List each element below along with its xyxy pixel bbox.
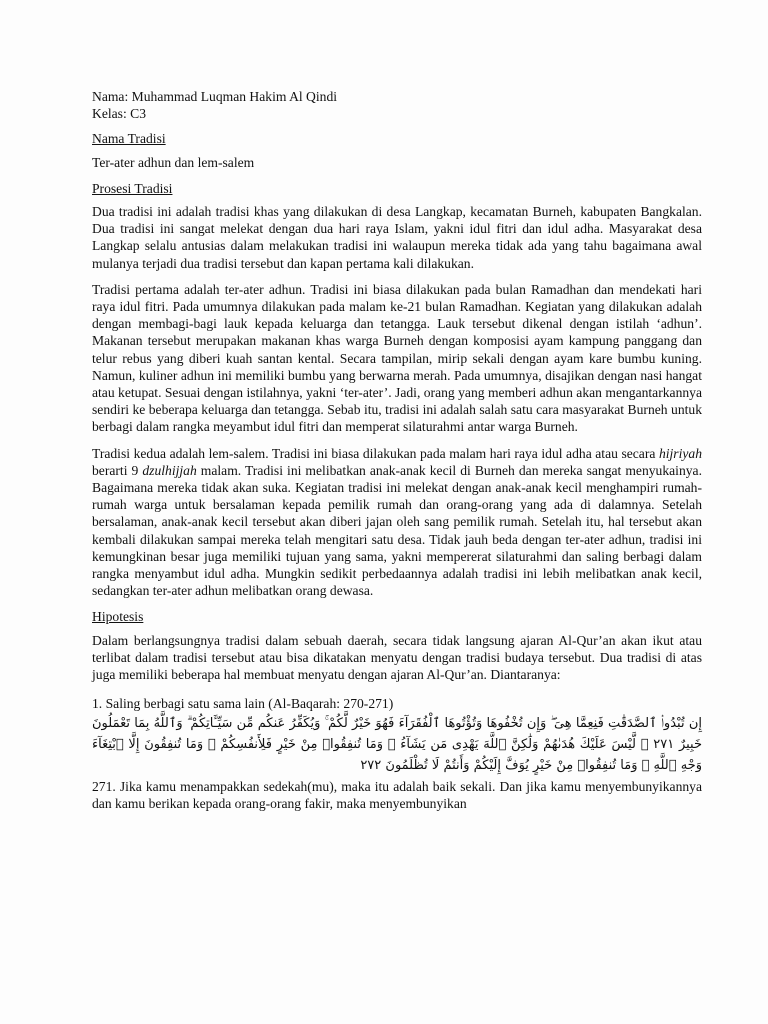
p3-italic-dzulhijjah: dzulhijjah	[142, 462, 197, 478]
p3-text-b: berarti 9	[92, 462, 143, 478]
heading-hipotesis: Hipotesis	[92, 609, 144, 625]
document-body	[92, 88, 702, 821]
p3-text-c: malam. Tradisi ini melibatkan anak-anak kecil di Burneh dan mereka sangat menyukainya. Bagaimana mereka tidak akan suka. Kegiatan tradisi ini melekat dengan anak-anak kecil menghampiri rumah-rumah warga untuk bersalaman kepada pemilik rumah dan orang-orang yang ada di dalamnya. Setelah bersalaman, anak-anak kecil tersebut akan diberi jajan oleh sang pemilik rumah. Setelah itu, hal tersebut akan kembali dilakukan sampai mereka telah mengitari satu desa. Tidak jauh beda dengan ter-ater adhun, tradisi ini kemungkinan besar juga memiliki tujuan yang sama, yakni mempererat silaturahmi dan saling berbagi dalam rangka menyambut idul adha. Mungkin sedikit perbedaannya adalah tradisi ini lebih melibatkan anak kecil, sedangkan ter-ater adhun melibatkan orang dewasa.	[92, 462, 702, 599]
verse-translation: 271. Jika kamu menampakkan sedekah(mu), maka itu adalah baik sekali. Dan jika kamu menyembunyikannya dan kamu berikan kepada orang-orang fakir, maka menyembunyikan	[92, 778, 702, 811]
hipotesis-paragraph: Dalam berlangsungnya tradisi dalam sebuah daerah, secara tidak langsung ajaran Al-Qur’an akan ikut atau terlibat dalam tradisi tersebut atau bisa dikatakan menyatu dengan tradisi budaya tersebut. Dua tradisi di atas juga memiliki beberapa hal membuat menyatu dengan ajaran Al-Qur’an. Diantaranya:	[92, 632, 702, 683]
prosesi-paragraph-1: Dua tradisi ini adalah tradisi khas yang dilakukan di desa Langkap, kecamatan Burneh, kabupaten Bangkalan. Dua tradisi ini sangat melekat dengan dua hari raya Islam, yakni idul fitri dan idul adha. Masyarakat desa Langkap selalu antusias dalam melakukan tradisi ini walaupun mereka tidak ada yang tahu bagaimana awal mulanya terjadi dua tradisi tersebut dan kapan pertama kali dilakukan.	[92, 204, 702, 271]
p3-italic-hijriyah: hijriyah	[658, 445, 702, 461]
prosesi-paragraph-2: Tradisi pertama adalah ter-ater adhun. Tradisi ini biasa dilakukan pada bulan Ramadhan dan mendekati hari raya idul fitri. Pada umumnya dilakukan pada malam ke-21 bulan Ramadhan. Kegiatan yang dilakukan adalah dengan membagi-bagi lauk kepada keluarga dan tetangga. Lauk tersebut dikenal dengan istilah ‘adhun’. Makanan tersebut merupakan makanan khas warga Burneh dengan komposisi ayam kampung panggang dan telur rebus yang diberi kuah santan kental. Secara tampilan, mirip sekali dengan ayam kare bumbu kuning. Namun, kuliner adhun ini memiliki bumbu yang berwarna merah. Pada umumnya, disajikan dengan nasi hangat atau ketupat. Sesuai dengan istilahnya, yakni ‘ter-ater’. Jadi, orang yang memberi adhun akan mengantarkannya sendiri ke beberapa keluarga dan tetangga. Sebab itu, tradisi ini adalah salah satu cara masyarakat Burneh untuk berbagi dalam rangka meyambut idul fitri dan memperat silaturahmi antar warga Burneh.	[92, 281, 702, 435]
prosesi-paragraph-3	[92, 445, 702, 600]
arabic-verse: إِن تُبْدُوا۟ ٱلصَّدَقَٰتِ فَنِعِمَّا هِىَ ۖ وَإِن تُخْفُوهَا وَتُؤْتُوهَا ٱلْفُقَرَآءَ فَهُوَ خَيْرٌ لَّكُمْ ۚ وَيُكَفِّرُ عَنكُم مِّن سَيِّـَٔاتِكُمْ ۗ وَٱللَّهُ بِمَا تَعْمَلُونَ خَبِيرٌ ٢٧١ ۞ لَّيْسَ عَلَيْكَ هُدَىٰهُمْ وَلَٰكِنَّ ٱللَّهَ يَهْدِى مَن يَشَآءُ ۗ وَمَا تُنفِقُوا۟ مِنْ خَيْرٍ فَلِأَنفُسِكُمْ ۚ وَمَا تُنفِقُونَ إِلَّا ٱبْتِغَآءَ وَجْهِ ٱللَّهِ ۚ وَمَا تُنفِقُوا۟ مِنْ خَيْرٍ يُوَفَّ إِلَيْكُمْ وَأَنتُمْ لَا تُظْلَمُونَ ٢٧٢	[92, 715, 703, 773]
tradition-name: Ter-ater adhun dan lem-salem	[92, 154, 255, 170]
heading-nama-tradisi: Nama Tradisi	[92, 131, 166, 147]
p3-text-a: Tradisi kedua adalah lem-salem. Tradisi ini biasa dilakukan pada malam hari raya idul adha atau secara	[92, 445, 659, 461]
heading-prosesi-tradisi: Prosesi Tradisi	[92, 180, 173, 196]
student-class: Kelas: C3	[92, 106, 146, 122]
point-1-title: 1. Saling berbagi satu sama lain (Al-Baqarah: 270-271)	[92, 696, 394, 712]
student-name: Nama: Muhammad Luqman Hakim Al Qindi	[92, 89, 338, 104]
